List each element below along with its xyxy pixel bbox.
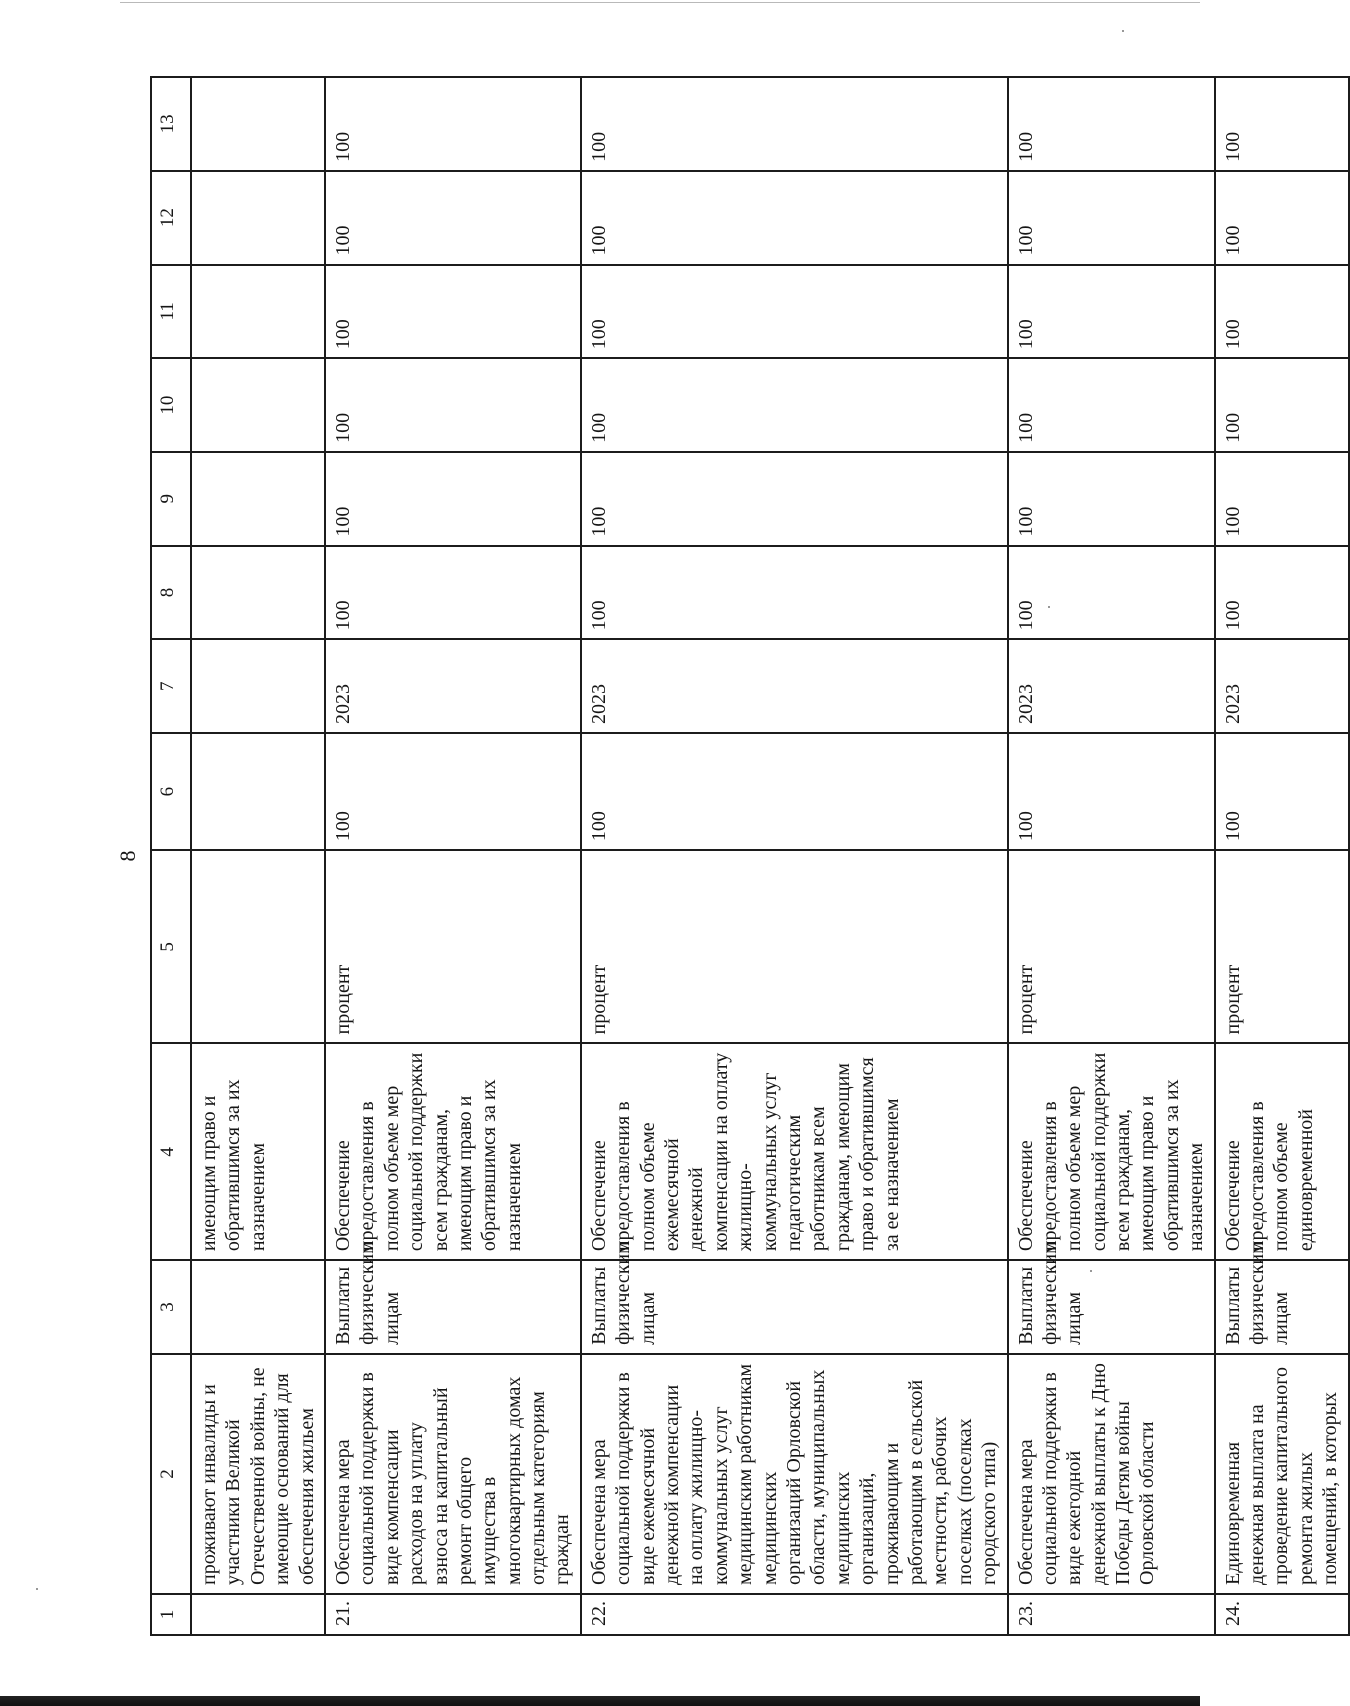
base-value: 100 bbox=[325, 733, 581, 850]
row-number: 21. bbox=[325, 1594, 581, 1635]
base-year: 2023 bbox=[581, 639, 1008, 733]
column-number: 1 bbox=[151, 1594, 191, 1635]
page-number: 8 bbox=[115, 850, 140, 862]
base-year bbox=[191, 639, 325, 733]
column-number: 5 bbox=[151, 850, 191, 1043]
scan-dust bbox=[36, 1588, 38, 1590]
year-value: 100 bbox=[1215, 265, 1349, 359]
result-name: Обеспечена мера социальной поддержки в виде ежемесячной денежной компенсации на оплату жилищно-коммунальных услуг медицинским работникам медицинских организаций Орловской области, муниципальных медицинских организаций, проживающим и работающим в сельской местности, рабочих поселках (поселках городского типа) bbox=[581, 1354, 1008, 1594]
result-name: проживают инвалиды и участники Великой Отечественной войны, не имеющие оснований для обеспечения жильем bbox=[191, 1354, 325, 1594]
year-value: 100 bbox=[1215, 171, 1349, 265]
year-value: 100 bbox=[325, 452, 581, 546]
column-number: 10 bbox=[151, 358, 191, 452]
base-value bbox=[191, 733, 325, 850]
result-name: Обеспечена мера социальной поддержки в виде компенсации расходов на уплату взноса на капитальный ремонт общего имущества в многоквартирных домах отдельным категориям граждан bbox=[325, 1354, 581, 1594]
column-number: 3 bbox=[151, 1260, 191, 1354]
indicators-table bbox=[150, 76, 1350, 1636]
year-value: 100 bbox=[1215, 358, 1349, 452]
year-value: 100 bbox=[1008, 265, 1215, 359]
year-value: 100 bbox=[581, 171, 1008, 265]
column-number-row bbox=[151, 77, 191, 1635]
table-row bbox=[1008, 77, 1215, 1635]
year-value: 100 bbox=[581, 77, 1008, 171]
table-row bbox=[581, 77, 1008, 1635]
scan-dust bbox=[1122, 30, 1124, 32]
column-number: 7 bbox=[151, 639, 191, 733]
result-type: Выплаты физическим лицам bbox=[1215, 1260, 1349, 1354]
year-value: 100 bbox=[1008, 77, 1215, 171]
column-number: 11 bbox=[151, 265, 191, 359]
row-number: 23. bbox=[1008, 1594, 1215, 1635]
year-value: 100 bbox=[1215, 77, 1349, 171]
year-value bbox=[191, 265, 325, 359]
year-value: 100 bbox=[325, 546, 581, 640]
column-number: 12 bbox=[151, 171, 191, 265]
year-value: 100 bbox=[1215, 452, 1349, 546]
base-value: 100 bbox=[1008, 733, 1215, 850]
year-value: 100 bbox=[1008, 171, 1215, 265]
column-number: 2 bbox=[151, 1354, 191, 1594]
base-year: 2023 bbox=[325, 639, 581, 733]
column-number: 9 bbox=[151, 452, 191, 546]
year-value: 100 bbox=[325, 358, 581, 452]
year-value: 100 bbox=[325, 77, 581, 171]
unit-cell: процент bbox=[1215, 850, 1349, 1043]
column-number: 4 bbox=[151, 1043, 191, 1260]
result-type bbox=[191, 1260, 325, 1354]
year-value: 100 bbox=[1008, 358, 1215, 452]
year-value bbox=[191, 452, 325, 546]
year-value bbox=[191, 171, 325, 265]
indicator-description: имеющим право и обратившимся за их назначением bbox=[191, 1043, 325, 1260]
year-value: 100 bbox=[325, 265, 581, 359]
unit-cell: процент bbox=[325, 850, 581, 1043]
base-year: 2023 bbox=[1008, 639, 1215, 733]
indicator-description: Обеспечение предоставления в полном объеме единовременной bbox=[1215, 1043, 1349, 1260]
scan-bottom-edge bbox=[0, 1696, 1200, 1706]
result-name: Обеспечена мера социальной поддержки в виде ежегодной денежной выплаты к Дню Победы Детям войны Орловской области bbox=[1008, 1354, 1215, 1594]
unit-cell: процент bbox=[1008, 850, 1215, 1043]
base-value: 100 bbox=[1215, 733, 1349, 850]
base-value: 100 bbox=[581, 733, 1008, 850]
result-type: Выплаты физическим лицам bbox=[581, 1260, 1008, 1354]
rotated-page bbox=[95, 76, 1342, 1636]
year-value bbox=[191, 77, 325, 171]
unit-cell bbox=[191, 850, 325, 1043]
indicator-description: Обеспечение предоставления в полном объеме ежемесячной денежной компенсации на оплату жилищно-коммунальных услуг педагогическим работникам всем гражданам, имеющим право и обратившимся за ее назначением bbox=[581, 1043, 1008, 1260]
table-row bbox=[191, 77, 325, 1635]
year-value: 100 bbox=[581, 358, 1008, 452]
year-value: 100 bbox=[325, 171, 581, 265]
year-value: 100 bbox=[581, 265, 1008, 359]
column-number: 8 bbox=[151, 546, 191, 640]
indicator-description: Обеспечение предоставления в полном объеме мер социальной поддержки всем гражданам, имеющим право и обратившимся за их назначением bbox=[325, 1043, 581, 1260]
result-type: Выплаты физическим лицам bbox=[325, 1260, 581, 1354]
row-number: 24. bbox=[1215, 1594, 1349, 1635]
row-number bbox=[191, 1594, 325, 1635]
table-row bbox=[325, 77, 581, 1635]
year-value: 100 bbox=[1008, 546, 1215, 640]
year-value bbox=[191, 546, 325, 640]
scan-top-edge bbox=[0, 0, 1200, 6]
year-value: 100 bbox=[581, 546, 1008, 640]
year-value bbox=[191, 358, 325, 452]
base-year: 2023 bbox=[1215, 639, 1349, 733]
row-number: 22. bbox=[581, 1594, 1008, 1635]
year-value: 100 bbox=[1215, 546, 1349, 640]
column-number: 13 bbox=[151, 77, 191, 171]
unit-cell: процент bbox=[581, 850, 1008, 1043]
result-type: Выплаты физическим лицам bbox=[1008, 1260, 1215, 1354]
result-name: Единовременная денежная выплата на проведение капитального ремонта жилых помещений, в которых bbox=[1215, 1354, 1349, 1594]
indicator-description: Обеспечение предоставления в полном объеме мер социальной поддержки всем гражданам, имеющим право и обратившимся за их назначением bbox=[1008, 1043, 1215, 1260]
year-value: 100 bbox=[581, 452, 1008, 546]
column-number: 6 bbox=[151, 733, 191, 850]
table-row bbox=[1215, 77, 1349, 1635]
year-value: 100 bbox=[1008, 452, 1215, 546]
